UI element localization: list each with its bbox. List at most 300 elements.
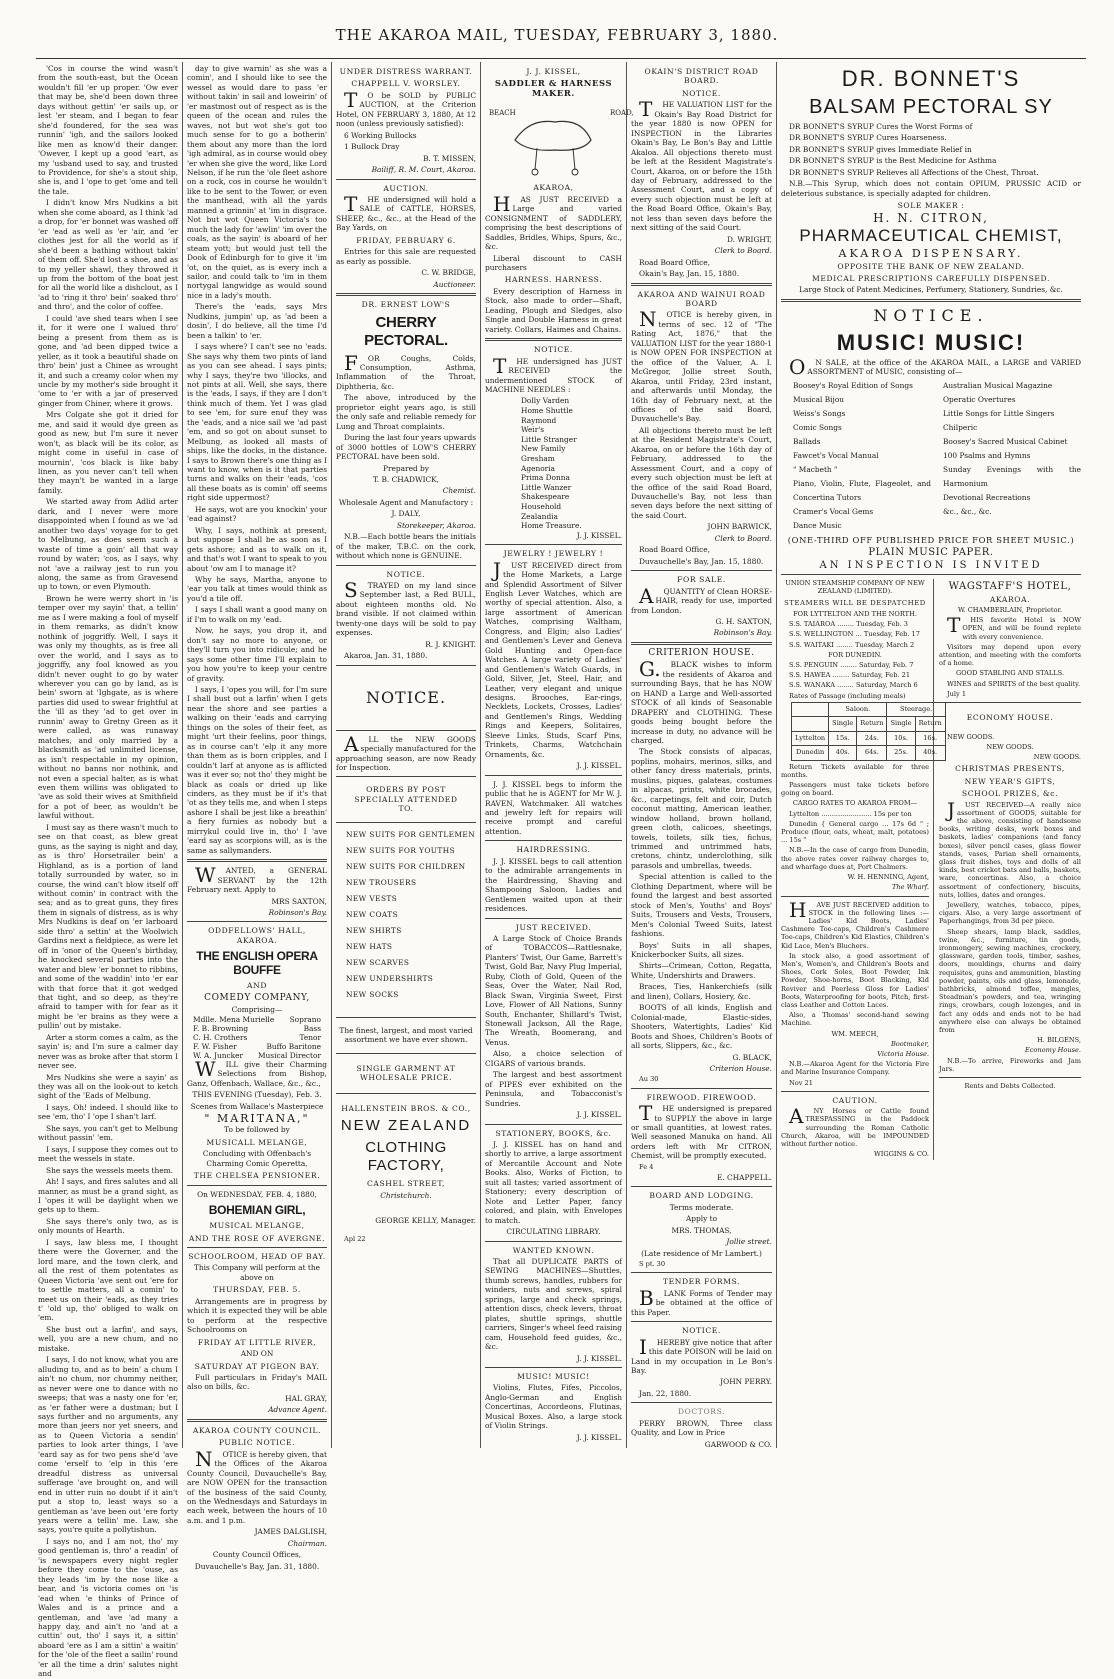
music-sale-text: ON SALE, at the office of the AKAROA MAIL, a LARGE and VARIED ASSORTMENT of MUSIC, consisting of— bbox=[789, 354, 1081, 379]
clothing-list bbox=[336, 827, 476, 1003]
divider bbox=[336, 665, 476, 666]
table-header: Return bbox=[915, 717, 945, 731]
rating-text: All objections thereto must be left at the Resident Magistrate's Court, Akaroa, on or before the 16th day of February, addressed to the Assessment Court, and a copy of every such objection must be left at the office of the said Road Board, Duvauchelle's Bay, not less than seven days before the next sitting of the said Court. bbox=[631, 425, 772, 520]
economy-text: Jewellery, watches, tobacco, pipes, cigars. Also, a very large assortment of Paperhangings, from 3d per piece. bbox=[939, 900, 1081, 926]
lower-right-section bbox=[781, 579, 1081, 1160]
dispensary-heading: AKAROA DISPENSARY. bbox=[838, 247, 1024, 261]
list-item: NEW VESTS bbox=[346, 893, 398, 903]
divider bbox=[631, 1321, 772, 1322]
melange-heading: MUSICALL MELANGE, bbox=[206, 1137, 308, 1147]
column-6 bbox=[781, 64, 1081, 1446]
syrup-note: N.B.—This Syrup, which does not contain OPIUM, PRUSSIC ACID or deleterious substance, is specially adapted for children. bbox=[781, 179, 1081, 198]
wagstaff-column bbox=[934, 579, 1081, 1160]
divider bbox=[336, 822, 476, 823]
notice-heading: NOTICE. bbox=[873, 305, 989, 325]
column-rule bbox=[331, 62, 332, 1448]
story-paragraph: Brown he were werry short in 'is temper over my sayin' that, a tellin' me as I were making a fool of myself in them remarks, as didn't know nothink of joggriffy. Well, I says it was only my thoughts, as is free all over the world, and I says as to joggriffy, any fool knowed as you didn't never ought to go by water wherever you can go by land, as is bein' sworn at 'Ighgate, as is where parties did used to swear frightful at the 'ill as they 'ad to get over in runnin' away to Gretny Green as it were called, as was runaway matches, and only married by a blacksmith as 'ad unlimited license, as isn't respectable in my opinion, without no banns nor nothink, and not even a special halter, as is what even them willins was obligated to 'ave as sold their wives at Smithfield for a pot of beer, as wouldn't be lawful without. bbox=[38, 593, 178, 821]
cast-row: C. H. Crothers Tenor bbox=[193, 1032, 321, 1042]
public-notice-heading: PUBLIC NOTICE. bbox=[218, 1438, 296, 1448]
story-paragraph: 'Cos in course the wind wasn't from the south-east, but the Ocean wouldn't fill 'er up proper. 'Ow ever that may be, she'd been down three days without gettin' 'er sails up, or lest 'er steam, and I began to fear she'd foundered, for the sea was runnin' 'igh, and the sailors looked like men as know'd their danger. 'Owever, I kept up a good 'eart, as my 'usband used to say, and trusted to Providence, for she's a stout ship, she is, and I 'ope to get 'ome and tell the tale. bbox=[38, 64, 178, 196]
opera-date: SATURDAY AT PIGEON BAY. bbox=[194, 1361, 320, 1371]
divider bbox=[781, 1091, 929, 1092]
hotel-text: Visitors may depend upon every attention, and meeting with the comforts of a home. bbox=[939, 642, 1081, 668]
ad-signature: E. CHAPPELL. bbox=[716, 1172, 772, 1182]
comedy-heading: COMEDY COMPANY, bbox=[204, 992, 310, 1003]
saddler-frame bbox=[485, 100, 634, 180]
notice-big-heading: NOTICE. bbox=[365, 687, 447, 707]
story-paragraph: Now, he says, you drop it, and don't say no more to anyone, or they'll turn you into ridicule; and he says some other time I'll explain to you how you're to keep your centre of gravity. bbox=[187, 626, 327, 683]
sailing-row: S.S. WELLINGTON ... Tuesday, Feb. 17 bbox=[789, 630, 920, 639]
list-item: NEW SCARVES bbox=[346, 957, 410, 967]
ad-signature: Economy House. bbox=[1024, 1046, 1081, 1055]
story-paragraph: She says the wessels meets them. bbox=[46, 1165, 174, 1175]
criterion-text: G.BLACK wishes to inform the residents of Akaroa and surrounding Bays, that he has NOW on HAND a Large and Well-assorted STOCK of all kinds of Seasonable DRAPERY and CLOTHING. These goods being bought before the increase in duty, no advance will be charged. bbox=[631, 657, 772, 745]
story-paragraph: She bust out a larfin', and says, well, you are a new chum, and no mistake. bbox=[38, 1324, 178, 1353]
valuation-text: THE VALUATION LIST for the Okain's Bay Road District for the year 1880 is now OPEN for INSPECTION in the Libraries Okain's Bay, Le Bon's Bay and Little Akaloa. All objections thereto must be left at the Resident Magistrate's Court, Akaroa, on or before the 15th day of February, addressed to the Assessment Court, and a copy of every such objection must be left at the Road Board Office, Okain's Bay, not less than seven days before the next sitting of the said Court. bbox=[631, 97, 772, 233]
ad-signature: Auctioneer. bbox=[433, 279, 476, 289]
divider bbox=[631, 1402, 772, 1403]
wanted-known-heading: WANTED KNOWN. bbox=[512, 1245, 595, 1255]
divider bbox=[336, 179, 476, 180]
board-text: Terms moderate. bbox=[669, 1202, 734, 1212]
ad-signature: J. J. KISSEL. bbox=[576, 1353, 622, 1363]
sailing-row: S.S. HAWEA ........ Saturday, Feb. 21 bbox=[789, 671, 911, 680]
distress-heading: UNDER DISTRESS WARRANT. bbox=[339, 67, 473, 76]
ad-signature: Chairman. bbox=[287, 1538, 327, 1548]
tender-heading: TENDER FORMS. bbox=[662, 1277, 741, 1287]
table-cell: Lyttelton bbox=[792, 731, 829, 745]
cherry-text: Wholesale Agent and Manufactory : bbox=[338, 497, 474, 507]
hotel-text: THIS favorite Hotel is NOW OPEN, and will be found replete with every convenience. bbox=[947, 613, 1081, 641]
factory-heading: CLOTHING FACTORY, bbox=[365, 1139, 447, 1175]
story-paragraph: I says, Oh! indeed. I should like to see 'em, tho' I 'ope I shan't larf. bbox=[38, 1102, 178, 1122]
circulating-label: CIRCULATING LIBRARY. bbox=[506, 1227, 601, 1237]
hotel-text: WINES and SPIRITS of the best quality. bbox=[947, 679, 1081, 688]
divider bbox=[336, 565, 476, 566]
rating-text: NOTICE is hereby given, in terms of sec. 12 of "The Rating Act, 1876," that the VALUATION LIST for the year 1880-1 is NOW OPEN FOR INSPECTION at the office of the Valuer, A. I. McGregor, Jollie street South, Akaroa, until Friday, 23rd instant, and afterwards until Monday, the 16th day of February next, at the offices of the said Board, Duvauchelle's Bay. bbox=[631, 307, 772, 424]
opera-text: Arrangements are in progress by which it is expected they will be able to perform at the respective Schoolrooms on bbox=[187, 1296, 327, 1335]
ad-signature: Okain's Bay, Jan. 15, 1880. bbox=[639, 269, 740, 279]
divider bbox=[485, 775, 622, 776]
schoolroom-heading: SCHOOLROOM, HEAD OF BAY. bbox=[188, 1252, 326, 1262]
list-item: Operatic Overtures bbox=[943, 394, 1016, 404]
ad-signature: Jan. 22, 1880. bbox=[639, 1388, 692, 1398]
list-item: New Family bbox=[521, 444, 566, 454]
divider bbox=[336, 1093, 476, 1094]
story-paragraph: Ah! I says, and fires salutes and all manner, as must be a grand sight, as I 'opes it will be daylight when we gets up to them. bbox=[38, 1177, 178, 1215]
needles-text: THE undersigned has JUST RECEIVED the undermentioned STOCK of MACHINE NEEDLES : bbox=[485, 353, 622, 394]
list-item: Comic Songs bbox=[793, 422, 842, 432]
list-item: Dolly Varden bbox=[521, 396, 570, 406]
low-heading: DR. ERNEST LOW'S bbox=[361, 300, 451, 310]
plain-paper-heading: PLAIN MUSIC PAPER. bbox=[868, 547, 994, 559]
for-sale-heading: FOR SALE. bbox=[677, 575, 726, 585]
cherry-pectoral-heading: CHERRY PECTORAL. bbox=[364, 313, 448, 349]
divider bbox=[631, 283, 772, 286]
divider bbox=[781, 574, 1081, 575]
ad-signature: Clerk to Board. bbox=[714, 533, 772, 543]
case-heading: CHAPPELL V. WORSLEY. bbox=[351, 79, 461, 89]
masthead: THE AKAROA MAIL, TUESDAY, FEBRUARY 3, 1880. bbox=[335, 26, 779, 44]
garwood-text: PERRY BROWN, Three class Quality, and Low in Price bbox=[631, 1418, 772, 1438]
masthead-rule bbox=[36, 58, 1086, 59]
story-paragraph: Why, I says, nothink at present, but suppose I shall be as soon as I gets ashore; and as to walk on it, and that's wot I want to speak to you about 'ow am I to manage it? bbox=[187, 525, 327, 573]
notice-heading: NOTICE. bbox=[682, 88, 721, 98]
story-paragraph: Arter a storm comes a calm, as the sayin' is; and I'm sure a calmer day never was as broke after that storm I never see. bbox=[38, 1032, 178, 1071]
rates-note: Passengers must take tickets before going on board. bbox=[781, 781, 929, 798]
column-rule bbox=[480, 62, 481, 1448]
nz-heading: NEW ZEALAND bbox=[340, 1117, 472, 1135]
melange-heading: MUSICAL MELANGE, bbox=[209, 1221, 305, 1231]
divider bbox=[631, 570, 772, 571]
story-paragraph: She says there's only two, as is only mounts of Hearth. bbox=[38, 1216, 178, 1236]
jewelry-heading: JEWELRY ! JEWELRY ! bbox=[503, 549, 604, 559]
firewood-text: THE undersigned is prepared to SUPPLY the above in large or small quantities, at lowest rates. Well seasoned Manuka on hand. All orders left with Mr CITRON, Chemist, will be promptly executed. bbox=[631, 1101, 772, 1161]
agent-text: J. J. KISSEL begs to inform the public that he is AGENT for Mr W. J. RAVEN, Watchmaker. All watches and jewelry left for repairs will receive prompt and careful attention. bbox=[485, 779, 622, 836]
ad-signature: W. H. HENNING, Agent, bbox=[847, 873, 929, 882]
list-item: Little Wanzer bbox=[521, 482, 572, 492]
divider bbox=[485, 840, 622, 841]
divider bbox=[781, 896, 929, 897]
ad-signature: Duvauchelle's Bay, Jan. 31, 1880. bbox=[194, 1561, 320, 1571]
ad-signature: J. J. KISSEL. bbox=[576, 761, 622, 771]
cherry-text: N.B.—Each bottle bears the initials of the maker, T.B.C. on the cork, without which none is GENUINE. bbox=[336, 532, 476, 561]
criterion-text: Special attention is called to the Clothing Department, where will be found the largest and best assorted stock of Men's, Youths' and Boys' Suits, Trousers and Vests, Trousers, Men's Colonial Tweed Suits, latest fashions. bbox=[631, 872, 772, 939]
rates-title: Rates of Passage (including meals) bbox=[789, 691, 906, 700]
list-item: Chilperic bbox=[943, 422, 978, 432]
criterion-text: Boys' Suits in all shapes, Knickerbocker Suits, all sizes. bbox=[631, 940, 772, 959]
story-paragraph: Mrs Nudkins she were a sayin' as they was all on the look-out to ketch sight of the 'Eads of Melbung. bbox=[38, 1072, 178, 1101]
ad-signature: H. BILGENS, bbox=[1037, 1036, 1081, 1045]
divider bbox=[485, 1367, 622, 1368]
list-item: NEW SHIRTS bbox=[346, 925, 402, 935]
divider bbox=[187, 1185, 327, 1186]
council-text: NOTICE is hereby given, that the Offices of the Akaroa County Council, Duvauchelle's Bay, are NOW OPEN for the transaction of the business of the said County, on the Wednesdays and Saturdays in each week, between the hours of 10 a.m. and 1 p.m. bbox=[187, 1446, 327, 1525]
column-5 bbox=[631, 64, 772, 1449]
divider bbox=[336, 776, 476, 777]
divider bbox=[187, 1419, 327, 1422]
list-item: Agenoria bbox=[521, 463, 555, 473]
rose-heading: AND THE ROSE OF AVERGNE. bbox=[188, 1233, 326, 1243]
school-heading: SCHOOL PRIZES, &c. bbox=[961, 789, 1059, 799]
stationery-heading: STATIONERY, BOOKS, &c. bbox=[495, 1128, 612, 1138]
story-paragraph: I says, I do not know, what you are alluding to, and as to bein' a chum I ain't no chum, nor chummy neither, as never were one to dance with no sweeps; that was a nasty one for 'er, as 'er father were a dustman; but I says further and no arguments, any more than jeers nor yet sneers, and as to Queen Victoria a sendin' parties to look arter things, I 'ave 'eard say as for two pens she'd 'ave come 'erself to 'elp in this 'ere dreadful distress as universal sufferage 'ave brought on, and will end in utter ruin no doubt if it ain't put a stop to, least ways so a gentleman as 'ave been out 'ere forty years were a tellin' me. Law, she says, you're quite a pollytishun. bbox=[38, 1355, 178, 1535]
opposite-bank: OPPOSITE THE BANK OF NEW ZEALAND. bbox=[837, 261, 1025, 271]
list-item: " Macbeth " bbox=[793, 464, 838, 474]
list-item: NEW SOCKS bbox=[346, 989, 399, 999]
ad-signature: Advance Agent. bbox=[268, 1405, 327, 1415]
ad-signature: The Wharf. bbox=[891, 883, 929, 892]
divider bbox=[631, 1186, 772, 1187]
column-rule bbox=[182, 62, 183, 1448]
story-paragraph: We started away from Adlid arter dark, and I never were more disappointed when I found as we 'ad another two days' voyage for to get to Melbung, as does seem such a waste of time a goin' all that way round by water; 'cos, as I says, why not 'ave a railway jest to run you along, the same as from Gravesend up to town, or even Plymouth. bbox=[38, 497, 178, 592]
story-paragraph: I didn't know Mrs Nudkins a bit when she come aboard, as I think 'ad a drop, for 'er bonnet was washed off 'er 'ead as well as 'er 'air, and 'er clothes jest for all the world as if she'd been a bathing without takin' of them off. She'd lost a shoe, and as to my yeller shawl, they throwed it up from the bottom of the boat jest for all the world like a dishclout, as I 'ad to 'ring it thro' bein' soaked thro' and thro', and the color of coffee. bbox=[38, 198, 178, 312]
maritana-title: " MARITANA," bbox=[204, 1111, 310, 1125]
music-heading: MUSIC! MUSIC! bbox=[836, 329, 1026, 355]
balsam-heading: BALSAM PECTORAL SY bbox=[809, 96, 1053, 118]
cast-row: Mdlle. Mena Murielle Soprano bbox=[193, 1014, 321, 1024]
third-off-heading: (ONE-THIRD OFF PUBLISHED PRICE FOR SHEET MUSIC.) bbox=[787, 534, 1075, 545]
akaroa-heading: AKAROA, bbox=[533, 183, 574, 193]
cherry-text: During the last four years upwards of 3000 bottles of LOW'S CHERRY PECTORAL have been sold. bbox=[336, 433, 476, 462]
list-item: Weiss's Songs bbox=[793, 408, 846, 418]
divider bbox=[187, 859, 327, 862]
divider bbox=[939, 702, 1081, 703]
divider bbox=[485, 338, 622, 341]
opera-text: WILL give their Charming Selections from Bishop, Ganz, Offenbach, Wallace, &c., &c., bbox=[187, 1056, 327, 1088]
table-cell: 40s. bbox=[829, 746, 857, 760]
caution-heading: CAUTION. bbox=[832, 1095, 878, 1105]
auction-text: Entries for this sale are requested as early as possible. bbox=[336, 247, 476, 266]
hair-text: J. J. KISSEL begs to call attention to the admirable arrangements in the Hairdressing, Shaving and Shampooing Saloon. Ladies and Gentlemen waited upon at their residences. bbox=[485, 856, 622, 914]
table-header: Return bbox=[857, 717, 887, 731]
table-cell: 24s. bbox=[857, 731, 887, 745]
meech-text: HAVE JUST RECEIVED addition to STOCK in the following lines :—Ladies' Kid Boots, Ladies' Cashmere Toe-caps, Children's Cashmere Toe-caps, Children's Kid Elastics, Children's Kid Lace, Men's Bluchers. bbox=[781, 897, 929, 950]
board-text: (Late residence of Mr Lambert.) bbox=[641, 1248, 762, 1258]
ad-signature: W. CHAMBERLAIN, Proprietor. bbox=[957, 606, 1063, 615]
table-cell: 16s. bbox=[915, 731, 945, 745]
story-paragraph: I says, I suppose they comes out to meet the wessels in state. bbox=[38, 1144, 178, 1164]
story-paragraph: I says, I 'opes you will, for I'm sure I shall bust out a larfin' when I gets near the shore and see parties a walking on their 'eads and carrying things on the soles of their feet, as might 'urt their feelins, poor things, as in course can't 'elp it any more than them as is born cripples, and I couldn't larf at anyone as is afflicted was it ever so; not tho' they might be black as coals or dried up like cinders, as they must be if it's that 'ot as they tells me, and when I steps ashore I shall be jest like a breathin' a fiery furnies as nobody but a mirrykul could live in, tho' I 'ave 'eard say as scorpions will, as is the same as sallymanders. bbox=[187, 685, 327, 855]
divider bbox=[187, 1247, 327, 1248]
divider bbox=[631, 1088, 772, 1089]
comprising-label: Comprising— bbox=[231, 1005, 283, 1015]
ad-signature: D. WRIGHT, bbox=[727, 234, 772, 244]
clothing-text: ALL the NEW GOODS specially manufactured for the approaching season, are now Ready for Inspection. bbox=[336, 731, 476, 773]
list-item: Ballads bbox=[793, 436, 821, 446]
ad-signature: B. T. MISSEN, bbox=[423, 153, 476, 163]
opera-text: Scenes from Wallace's Masterpiece bbox=[190, 1101, 324, 1111]
music-list bbox=[781, 379, 1081, 533]
table-cell: 64s. bbox=[857, 746, 887, 760]
ad-signature: Robinson's Bay. bbox=[713, 628, 772, 638]
firewood-heading: FIREWOOD. FIREWOOD. bbox=[646, 1092, 757, 1102]
cherry-text: The above, introduced by the proprietor eight years ago, is still the only safe and reliable remedy for Lung and Throat complaints. bbox=[336, 393, 476, 431]
story-paragraph: Why he says, Martha, anyone to 'ear you talk at times would think as you'd a tile off. bbox=[187, 575, 327, 603]
wanted-text: That all DUPLICATE PARTS of SEWING MACHINES—Shuttles, thumb screws, handles, rubbers for winders, nuts and screws, spiral springs, large and check springs, attention discs, check levers, throat plates, shuttle springs, shuttle carriers, Singer's wheel feed raising cam, Household feed guides, &c., &c. bbox=[485, 1257, 622, 1352]
list-item: NEW UNDERSHIRTS bbox=[346, 973, 434, 983]
needles-list bbox=[485, 396, 622, 530]
ad-signature: Chemist. bbox=[442, 486, 476, 496]
ad-date-code: S pt. 30 bbox=[639, 1260, 666, 1269]
criterion-text: Braces, Ties, Hankerchiefs (silk and linen), Collars, Hosiery, &c. bbox=[631, 982, 772, 1001]
story-paragraph: There's the 'eads, says Mrs Nudkins, jumpin' up, as 'ad been a dosin', I do believe, all the time I'd been a talkin' to 'er. bbox=[187, 302, 327, 340]
ad-signature: J. J. KISSEL. bbox=[576, 530, 622, 540]
music-text: Violins, Flutes, Fifes, Piccolos, Anglo-German and English Concertinas, Accordeons, Flutinas, Musical Boxes. Also, a large stock of Violin Strings. bbox=[485, 1383, 622, 1431]
hairdressing-heading: HAIRDRESSING. bbox=[516, 845, 591, 855]
divider bbox=[336, 293, 476, 296]
jewelry-text: JUST RECEIVED direct from the Home Markets, a Large and Splendid Assortment of Silver English Lever Watches, which are worthy of special attention. Also, a large assortment of American Watches, comprising Waltham, Congress, and Elgin; also Ladies' and Gentlemen's Lever and Geneva Gold Hunting and Open-face Watches. A large variety of Ladies' and Gentlemen's Watch Guards, in Gold, Silver, Jet, Steel, Hair, and Leather, very elegant and unique designs. Brooches, Ear-rings, Necklets, Lockets, Crosses, Ladies' and Gentlemen's Rings, Wedding Rings and Keepers, Solitaires, Sleeve Links, Studs, Scarf Pins, Trinkets, Charms, Watchchain Ornaments, &c. bbox=[485, 557, 622, 759]
table-row bbox=[792, 731, 946, 745]
saddler-text: Every description of Harness in Stock, also made to order—Shaft, Leading, Plough and Sledges, also Single and Double Harness in great variety. Collars, Haimes and Chains. bbox=[485, 286, 622, 334]
ad-signature: JAMES DALGLISH, bbox=[254, 1527, 327, 1537]
hallenstein-heading: HALLENSTEIN BROS. & CO., bbox=[341, 1103, 471, 1113]
board-heading: BOARD AND LODGING. bbox=[649, 1191, 754, 1201]
table-header: Single bbox=[887, 717, 915, 731]
ad-signature: Christchurch. bbox=[380, 1190, 432, 1200]
doctors-heading: DOCTORS. bbox=[677, 1407, 726, 1417]
ad-signature: MRS SAXTON, bbox=[271, 896, 327, 906]
criterion-text: BOOTS of all kinds, English and Colonial-made, Elastic-sides, Shooters, Watertights, Ladies' Kid Boots and Shoes, Children's Boots of all sorts, Slippers, &c., &c. bbox=[631, 1003, 772, 1051]
cast-list bbox=[187, 1015, 327, 1060]
ad-date-code: Au 30 bbox=[639, 1075, 659, 1084]
opera-date: FRIDAY AT LITTLE RIVER, bbox=[197, 1337, 317, 1347]
stock-text: Large Stock of Patent Medicines, Perfumery, Stationery, Sundries, &c. bbox=[799, 285, 1063, 295]
clothing-text: The finest, largest, and most varied assortment we have ever shown. bbox=[339, 1025, 473, 1045]
hotel-text: GOOD STABLING AND STALLS. bbox=[955, 669, 1065, 678]
column-3 bbox=[336, 64, 476, 1446]
divider bbox=[631, 1272, 772, 1273]
ad-signature: Robinson's Bay. bbox=[268, 907, 327, 917]
divider bbox=[781, 299, 1081, 302]
table-cell: Dunedin bbox=[792, 746, 829, 760]
cherry-text: FOR Coughs, Colds, Consumption, Asthma, Inflammation of the Throat, Diphtheria, &c. bbox=[336, 350, 476, 391]
column-1-story bbox=[38, 64, 178, 1679]
cargo-row: Lyttelton ........................ 15s per ton bbox=[789, 809, 912, 818]
citron-heading: H. N. CITRON, bbox=[873, 210, 989, 225]
ad-signature: GEORGE KELLY, Manager. bbox=[375, 1216, 476, 1225]
divider bbox=[187, 921, 327, 922]
kissel-heading: J. J. KISSEL, bbox=[526, 67, 581, 76]
cargo-heading: CARGO RATES TO AKAROA FROM— bbox=[792, 799, 918, 808]
criterion-text: The Stock consists of alpacas, poplins, mohairs, merinos, silks, and other fancy dress materials, prints, muslins, piques, galateas, costumes in alpacas, prints, white brocades, &c., carpetings, felt and coir, Dutch coconut matting, American leather, window holland, brown holland, green cloth, calicoes, sheetings, towels, toilets, silk ties, fichus, trimmed and untrimmed hats, cretons, chintz, underclothing, silk parasols and umbrellas, tweeds. bbox=[631, 747, 772, 870]
ad-signature: Bootmaker, bbox=[890, 1039, 929, 1048]
rents-text: Rents and Debts Collected. bbox=[964, 1082, 1056, 1091]
music-heading: MUSIC! MUSIC! bbox=[517, 1371, 590, 1381]
ad-signature: J. J. KISSEL. bbox=[576, 1110, 622, 1120]
wagstaff-heading: WAGSTAFF'S HOTEL, bbox=[948, 581, 1072, 593]
rates-note: Return Tickets available for three months. bbox=[781, 762, 929, 779]
caution-text: ANY Horses or Cattle found TRESPASSING in the Paddock surrounding the Roman Catholic Church, Akaroa, will be IMPOUNDED without further notice. bbox=[781, 1104, 929, 1149]
economy-text: JUST RECEIVED—A really nice assortment of GOODS, suitable for the above, consisting of handsome books, writing desks, work boxes and baskets, ladies' companions (and fancy boxes), silver pencil cases, glass flower stands, vases, Parian shell ornaments, glass fruit dishes, toys and dolls of all kinds, best cricket bats and balls, baskets, ware, concertinas. Also, a choice assortment of confectionery, biscuits, nuts, lollies, dates and oranges. bbox=[939, 797, 1081, 899]
ad-signature: R. J. KNIGHT. bbox=[425, 639, 476, 649]
ad-signature: Road Board Office, bbox=[639, 545, 710, 555]
story-paragraph: Mrs Colgate she got it dried for me, and said it would dye green as good as new, but I'm sure it never won't, as black will be its color, as might come in useful in case of mournin', 'cos black is like baby linen, as you never can't tell when they mayn't be wanted in a large family. bbox=[38, 410, 178, 495]
list-item: NEW SUITS FOR CHILDREN bbox=[346, 861, 466, 871]
pharma-heading: PHARMACEUTICAL CHEMIST, bbox=[799, 226, 1063, 246]
ad-date-code: July 1 bbox=[947, 689, 967, 698]
road-side-label: ROAD, bbox=[610, 109, 634, 118]
list-item: Household bbox=[521, 501, 562, 511]
poison-text: IHEREBY give notice that after this date POISON will be laid on Land in my occupation in Le Bon's Bay. bbox=[631, 1334, 772, 1375]
tender-text: BLANK Forms of Tender may be obtained at the office of this Paper. bbox=[631, 1285, 772, 1317]
sailing-row: S.S. WAITAKI ........ Tuesday, March 2 bbox=[789, 640, 915, 649]
syrup-line: DR BONNET'S SYRUP Relieves all Affections of the Chest, Throat. bbox=[789, 167, 1039, 177]
list-item: Zealandia bbox=[521, 511, 558, 521]
syrup-line: DR BONNET'S SYRUP is the Best Medicine for Asthma bbox=[789, 156, 997, 166]
saddler-text: HAS JUST RECEIVED a Large and varied CONSIGNMENT of SADDLERY, comprising the best descriptions of Saddles, Bridles, Whips, Spurs, &c., &c. bbox=[485, 191, 622, 252]
okain-heading: OKAIN'S DISTRICT ROAD BOARD. bbox=[644, 67, 759, 86]
ad-date-code: Fe 4 bbox=[639, 1162, 654, 1171]
divider bbox=[485, 1241, 622, 1242]
cast-row: F. B. Browning Bass bbox=[193, 1023, 321, 1033]
table-cell bbox=[792, 702, 829, 716]
divider bbox=[485, 918, 622, 919]
board-text: Apply to bbox=[685, 1214, 718, 1224]
council-heading: AKAROA COUNTY COUNCIL. bbox=[192, 1425, 322, 1435]
opera-text: Concluding with Offenbach's Charming Comic Operetta, bbox=[202, 1149, 312, 1168]
union-column bbox=[781, 579, 942, 1160]
list-item: NEW TROUSERS bbox=[346, 877, 417, 887]
list-item: Piano, Violin, Flute, Flageolet, and Concertina Tutors bbox=[793, 478, 931, 502]
ad-signature: T. B. CHADWICK, bbox=[372, 474, 440, 484]
ad-signature: WIGGINS & CO. bbox=[873, 1150, 929, 1159]
table-header: Single bbox=[829, 717, 857, 731]
divider bbox=[485, 544, 622, 545]
union-heading: UNION STEAMSHIP COMPANY OF NEW ZEALAND (LIMITED). bbox=[785, 579, 925, 596]
harness-heading: HARNESS. HARNESS. bbox=[504, 275, 603, 285]
auction-date: FRIDAY, FEBRUARY 6. bbox=[356, 235, 456, 245]
ad-signature: Criterion House. bbox=[709, 1063, 772, 1073]
hall-heading: ODDFELLOWS' HALL, AKAROA. bbox=[208, 926, 306, 945]
list-item: Cramer's Vocal Gems bbox=[793, 506, 874, 516]
wainui-heading: AKAROA AND WAINUI ROAD BOARD bbox=[637, 289, 766, 308]
divider bbox=[336, 730, 476, 731]
rates-table bbox=[791, 702, 946, 761]
list-item: Gresham bbox=[521, 453, 555, 463]
story-paragraph: I could 'ave shed tears when I see it, for it were one I walued thro' being a present from them as is gone, and 'ad been dipped twice a yeller, as it took a beautiful shade on thro' bein' just a Chinee as wrought it, and such a creamy color when my uncle by my mother's side brought it 'ome to 'er with a jar of preserved ginger from Chiner, where it grows. bbox=[38, 313, 178, 408]
syrup-line: DR BONNET'S SYRUP Cures Hoarseness. bbox=[789, 133, 947, 143]
column-4 bbox=[485, 64, 634, 1446]
notice-heading: NOTICE. bbox=[534, 345, 573, 355]
opera-text: To be followed by bbox=[224, 1125, 290, 1135]
story-paragraph: I says I shall want a good many on if I'm to walk on my 'ead. bbox=[187, 605, 327, 624]
list-item: Home Shuttle bbox=[521, 406, 573, 416]
music-list-left bbox=[781, 379, 931, 533]
saddler-text: Liberal discount to CASH purchasers bbox=[485, 253, 622, 272]
economy-heading: ECONOMY HOUSE. bbox=[966, 713, 1054, 723]
story-paragraph: I says no, and I am not, tho' my good gentleman is, thro' a readin' of 'is newspapers every night regler before they come to the 'ouse, as they leads 'im by the nose like a bear, and 'is victoria comes on 'is 'ead when 'e thinks of Prince of Wales and is a prince and a gentleman, and 'ave 'ad many a happy day, and ain't no 'and at a cuttin' out, tho' I says it, a sittin' aboard 'ere as I am a sittin' a waitin' for the 'ole of the fleet a sailin' round 'er all the time a drin' salutes night and bbox=[38, 1536, 178, 1679]
table-row bbox=[792, 746, 946, 760]
tobacco-text: A Large Stock of Choice Brands of TOBACCOS—Rattlesnake, Planters' Twist, Our Game, Barrett's Twist, Gold Bar, Navy Plug Imperial, Ruby, Cloth of Gold, Queen of the Seas, Over the Water, Nail Rod, Black Swan, Virginia Sweet, First Love, Flower of All Nations, Sunny South, Enchanter, Shillard's Twist, Stonewall Jackson, All the Rage, The Wreath, Boomerang, and Venus. bbox=[485, 933, 622, 1047]
ad-signature: MRS. THOMAS, bbox=[671, 1225, 732, 1235]
cargo-note: N.B.—In the case of cargo from Dunedin, the above rates cover railway charges to, and wharfage dues at, Port Chalmers. bbox=[781, 846, 929, 871]
ad-date-code: Nov 21 bbox=[789, 1078, 813, 1087]
tobacco-text: Also, a choice selection of CIGARS of various brands. bbox=[485, 1049, 622, 1068]
forsale-text: AQUANTITY of Clean HORSE-HAIR, ready for use, imported from London. bbox=[631, 583, 772, 615]
wagstaff-akaroa: AKAROA. bbox=[989, 594, 1031, 604]
table-cell: 10s. bbox=[887, 731, 915, 745]
ad-signature: Akaroa, Jan. 31, 1880. bbox=[344, 651, 428, 661]
list-item: Boosey's Royal Edition of Songs bbox=[793, 380, 913, 390]
newyear-heading: NEW YEAR'S GIFTS, bbox=[964, 776, 1056, 786]
list-item: NEW SUITS FOR YOUTHS bbox=[346, 845, 456, 855]
ad-signature: J. DALY, bbox=[391, 509, 421, 519]
opera-text: This Company will perform at the above on bbox=[193, 1263, 321, 1282]
ad-signature: Jollie street. bbox=[726, 1237, 772, 1247]
pensioner-heading: THE CHELSEA PENSIONER. bbox=[193, 1171, 321, 1181]
cashel-heading: CASHEL STREET, bbox=[367, 1179, 445, 1189]
opera-text: AND ON bbox=[240, 1349, 274, 1359]
story-paragraph: day to give warnin' as she was a comin', and I should like to see the wessel as would dare to pass 'er without takin' in sail and loweirin' of 'er mastmost out of respect as is the queen of the ocean and rules the waves, not but wot she's got too much sense for to go a botherin' them about any more than the lord 'igh admiral, as in course would obey 'er when she give the word, like Lord Nelson, if he run the 'ole fleet ashore on a rock, cos in course he wouldn't like to be sent to the Tower, or even the manthead, with all the yards manned a grinnin' at 'im in disgrace. Not but wot Queen Victoria's too much the lady for 'awlin' 'im over the coals, as the sayin' is aboard of her steam yott; but would just tell the Dook of Edinburgh for to give it 'im 'ot, on the quiet, as is every inch a sailor, and could talk to 'im in them nortygal langwidge as would sound nice in a lady's mouth. bbox=[187, 64, 327, 300]
divider bbox=[336, 1017, 476, 1018]
ad-signature: Duvauchelle's Bay, Jan. 15, 1880. bbox=[639, 556, 764, 566]
steamers-heading: STEAMERS WILL BE DESPATCHED bbox=[784, 598, 926, 607]
meech-text: In stock also, a good assortment of Men's, Women's, and Children's Boots and Shoes, Cork Soles, Boot Powder, Ink Powder, Shoe-horns, Boot Blacking, Kid Reviver and Peerless Gloss for Ladies' Boots, Waterproofing for boots, Pitch, first-class Leather and Cotton Laces. bbox=[781, 951, 929, 1009]
list-item: &c., &c., &c. bbox=[943, 506, 992, 516]
criterion-text: Shirts—Crimean, Cotton, Regatta, White, Undershirts and Drawers. bbox=[631, 961, 772, 980]
auction-text: THE undersigned will hold a SALE of CATTLE, HORSES, SHEEP, &c., &c., at the Head of the Bay Yards, on bbox=[336, 191, 476, 233]
opera-date: THURSDAY, FEB. 5. bbox=[213, 1285, 301, 1295]
ad-signature: G. BLACK, bbox=[732, 1052, 772, 1062]
beach-side-label: BEACH bbox=[489, 109, 516, 118]
list-item: Boosey's Sacred Musical Cabinet bbox=[943, 436, 1068, 446]
list-item: Australian Musical Magazine bbox=[943, 380, 1053, 390]
list-item: 100 Psalms and Hymns bbox=[943, 450, 1031, 460]
syrup-line: DR BONNET'S SYRUP gives Immediate Relief in bbox=[789, 144, 972, 154]
ad-signature: WM. MEECH, bbox=[831, 1029, 879, 1038]
story-paragraph: She says, you can't get to Melbung without passin' 'em. bbox=[38, 1123, 178, 1143]
